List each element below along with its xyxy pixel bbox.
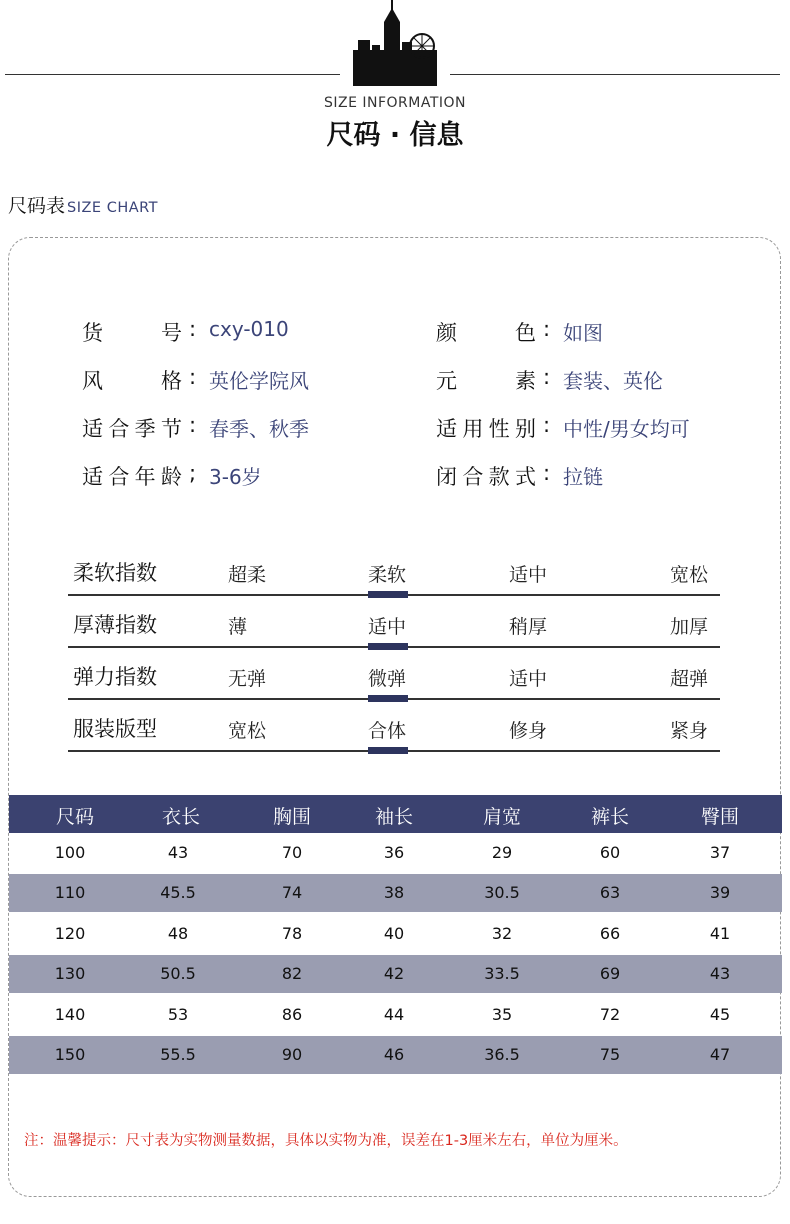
table-cell: 38 [383, 883, 405, 902]
index-option: 宽松 [670, 564, 709, 586]
table-cell: 37 [709, 843, 731, 862]
info-colon: : [543, 365, 551, 389]
info-label: 货 号 [82, 321, 182, 345]
info-value: 春季、秋季 [209, 417, 309, 441]
index-selected-marker [368, 695, 408, 702]
info-value: 英伦学院风 [209, 369, 309, 393]
table-cell: 60 [599, 843, 621, 862]
info-label: 适用性别 [436, 417, 536, 441]
index-option: 宽松 [228, 720, 267, 742]
index-label: 柔软指数 [73, 561, 157, 585]
index-option: 微弹 [368, 668, 407, 690]
table-cell: 47 [709, 1045, 731, 1064]
table-cell: 70 [281, 843, 303, 862]
table-cell: 32 [491, 924, 513, 943]
index-label: 弹力指数 [73, 665, 157, 689]
info-colon: : [543, 461, 551, 485]
table-cell: 42 [383, 964, 405, 983]
index-option: 超柔 [228, 564, 267, 586]
index-option: 柔软 [368, 564, 407, 586]
index-selected-marker [368, 747, 408, 754]
index-option: 合体 [368, 720, 407, 742]
index-option: 修身 [509, 720, 548, 742]
table-cell: 78 [281, 924, 303, 943]
index-option: 紧身 [670, 720, 709, 742]
index-selected-marker [368, 643, 408, 650]
info-colon: : [189, 317, 197, 341]
table-cell: 50.5 [160, 964, 196, 983]
index-row [68, 612, 720, 642]
table-row [9, 1036, 782, 1074]
table-row [9, 955, 782, 993]
table-cell: 63 [599, 883, 621, 902]
table-header-cell: 尺码 [55, 806, 95, 828]
table-cell: 90 [281, 1045, 303, 1064]
info-label: 适合季节 [82, 417, 182, 441]
table-cell: 120 [54, 924, 86, 943]
table-cell: 43 [167, 843, 189, 862]
info-value: 拉链 [563, 465, 603, 489]
info-label: 闭合款式 [436, 465, 536, 489]
table-cell: 140 [54, 1005, 86, 1024]
size-information-en-title: SIZE INFORMATION [323, 95, 467, 111]
table-header-cell: 肩宽 [482, 806, 522, 828]
table-cell: 74 [281, 883, 303, 902]
info-label: 风 格 [82, 369, 182, 393]
index-option: 适中 [368, 616, 407, 638]
size-chart-heading-cn: 尺码表 [8, 195, 66, 217]
index-selected-marker [368, 591, 408, 598]
info-label: 适合年龄 [82, 465, 182, 489]
index-option: 适中 [509, 668, 548, 690]
table-cell: 43 [709, 964, 731, 983]
info-colon: : [189, 365, 197, 389]
table-header-cell: 裤长 [590, 806, 630, 828]
table-header-cell: 臀围 [700, 806, 740, 828]
table-row [9, 915, 782, 953]
table-cell: 36 [383, 843, 405, 862]
table-cell: 75 [599, 1045, 621, 1064]
table-cell: 36.5 [484, 1045, 520, 1064]
size-note: 注：温馨提示：尺寸表为实物测量数据，具体以实物为准，误差在1-3厘米左右，单位为厘米。 [24, 1133, 628, 1149]
table-cell: 150 [54, 1045, 86, 1064]
info-value: 如图 [563, 321, 603, 345]
table-cell: 30.5 [484, 883, 520, 902]
index-option: 稍厚 [509, 616, 548, 638]
table-cell: 100 [54, 843, 86, 862]
info-value: 3-6岁 [209, 465, 262, 489]
info-colon: : [543, 413, 551, 437]
table-cell: 48 [167, 924, 189, 943]
info-label: 颜 色 [436, 321, 536, 345]
table-cell: 33.5 [484, 964, 520, 983]
info-label: 元 素 [436, 369, 536, 393]
table-header-cell: 袖长 [374, 806, 414, 828]
table-cell: 35 [491, 1005, 513, 1024]
index-option: 无弹 [228, 668, 267, 690]
table-cell: 86 [281, 1005, 303, 1024]
table-cell: 130 [54, 964, 86, 983]
table-cell: 40 [383, 924, 405, 943]
table-cell: 82 [281, 964, 303, 983]
index-label: 服装版型 [73, 717, 157, 741]
header-right-rule [450, 74, 780, 75]
table-row [9, 996, 782, 1034]
size-information-cn-title: 尺码 · 信息 [326, 120, 464, 151]
info-colon: : [189, 413, 197, 437]
index-label: 厚薄指数 [73, 613, 157, 637]
table-cell: 46 [383, 1045, 405, 1064]
index-option: 超弹 [670, 668, 709, 690]
table-header-cell: 衣长 [161, 806, 201, 828]
table-row [9, 874, 782, 912]
table-cell: 110 [54, 883, 86, 902]
index-row [68, 716, 720, 746]
table-cell: 55.5 [160, 1045, 196, 1064]
table-cell: 45.5 [160, 883, 196, 902]
table-row [9, 834, 782, 872]
info-value: 中性/男女均可 [563, 417, 690, 441]
index-row [68, 560, 720, 590]
table-cell: 39 [709, 883, 731, 902]
table-header-cell: 胸围 [272, 806, 312, 828]
info-value: cxy-010 [209, 317, 289, 341]
table-cell: 66 [599, 924, 621, 943]
table-cell: 53 [167, 1005, 189, 1024]
index-option: 薄 [228, 616, 248, 638]
info-colon: : [543, 317, 551, 341]
london-skyline-icon [350, 0, 440, 88]
index-option: 适中 [509, 564, 548, 586]
size-chart-heading [8, 191, 158, 218]
table-cell: 44 [383, 1005, 405, 1024]
size-table-header [9, 795, 782, 833]
table-cell: 69 [599, 964, 621, 983]
info-value: 套装、英伦 [563, 369, 663, 393]
index-row [68, 664, 720, 694]
size-chart-heading-en: SIZE CHART [67, 200, 159, 216]
index-option: 加厚 [670, 616, 709, 638]
table-cell: 45 [709, 1005, 731, 1024]
header-left-rule [5, 74, 340, 75]
table-cell: 72 [599, 1005, 621, 1024]
table-cell: 29 [491, 843, 513, 862]
info-colon: ; [189, 461, 197, 485]
table-cell: 41 [709, 924, 731, 943]
